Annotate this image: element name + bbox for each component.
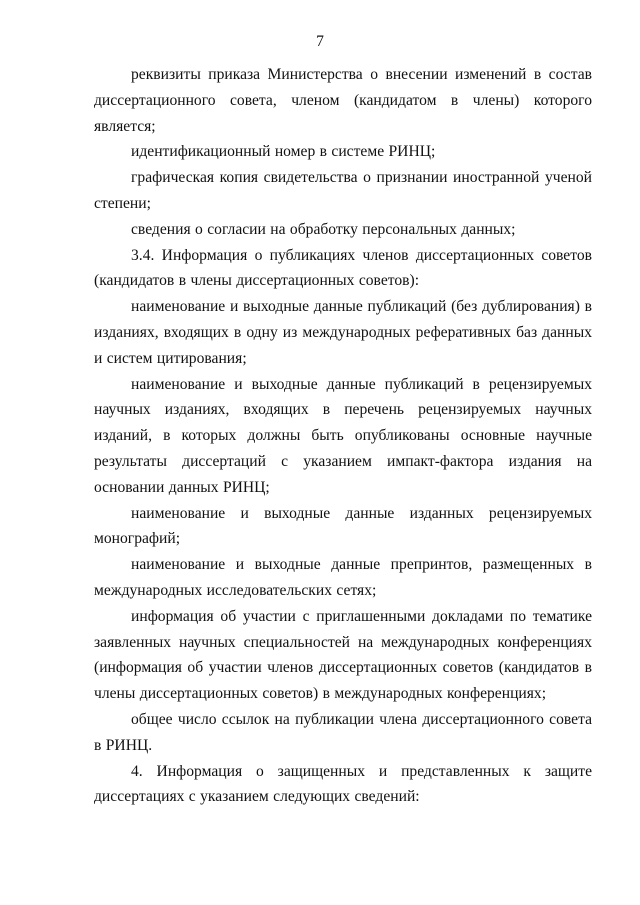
paragraph-personal-data-consent: сведения о согласии на обработку персональных данных; xyxy=(131,220,516,238)
paragraph-international-databases: наименование и выходные данные публикаций (без дублирования) в изданиях, входящих в одну из международных реферативных баз данных и систем цитирования; xyxy=(94,298,592,367)
paragraph-citations-count: общее число ссылок на публикации члена диссертационного совета в РИНЦ. xyxy=(94,710,592,754)
document-body xyxy=(94,62,592,810)
paragraph-section-4: 4. Информация о защищенных и представленных к защите диссертациях с указанием следующих сведений: xyxy=(94,762,592,806)
paragraph-foreign-degree-copy: графическая копия свидетельства о признании иностранной ученой степени; xyxy=(94,169,592,212)
paragraph-preprints: наименование и выходные данные препринтов, размещенных в международных исследовательских сетях; xyxy=(94,556,592,599)
paragraph-order-details: реквизиты приказа Министерства о внесении изменений в состав диссертационного совета, членом (кандидатом в члены) которого является; xyxy=(94,66,592,135)
paragraph-section-3-4: 3.4. Информация о публикациях членов диссертационных советов (кандидатов в члены диссертационных советов): xyxy=(94,246,592,290)
page-number: 7 xyxy=(316,33,324,50)
paragraph-monographs: наименование и выходные данные изданных рецензируемых монографий; xyxy=(94,504,592,548)
paragraph-peer-reviewed-publications: наименование и выходные данные публикаций в рецензируемых научных изданиях, входящих в перечень рецензируемых научных изданий, в которых должны быть опубликованы основные научные результаты диссертаций с указанием импакт-фактора издания на основании данных РИНЦ; xyxy=(94,375,592,496)
paragraph-invited-talks: информация об участии с приглашенными докладами по тематике заявленных научных специальностей на международных конференциях (информация об участии членов диссертационных советов (кандидатов в члены диссертационных советов) в международных конференциях; xyxy=(94,607,592,703)
paragraph-rinc-id: идентификационный номер в системе РИНЦ; xyxy=(131,143,436,161)
